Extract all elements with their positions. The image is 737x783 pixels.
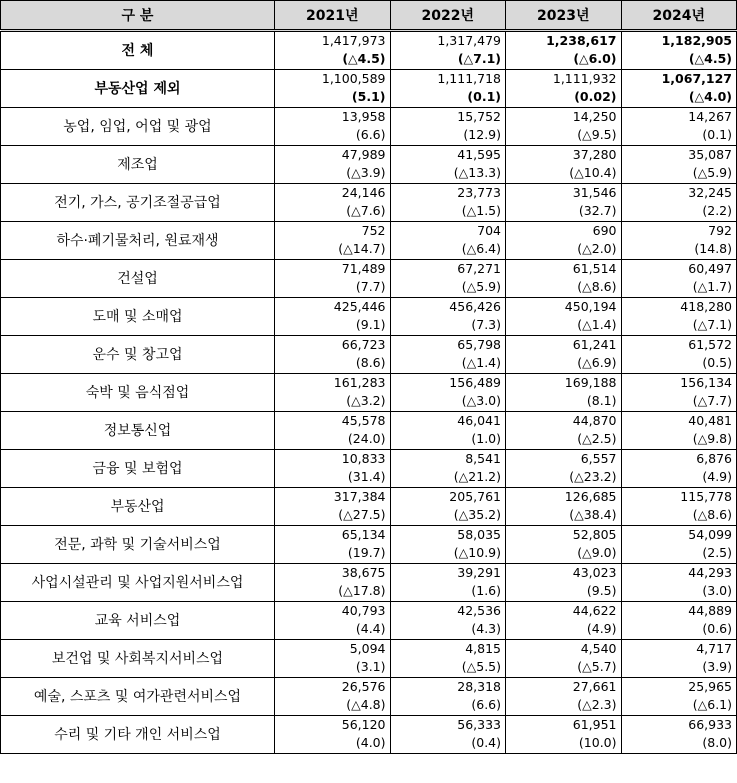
value-cell: 6,557 (506, 449, 622, 468)
value-cell: 38,675 (275, 563, 391, 582)
value-cell: 24,146 (275, 183, 391, 202)
value-cell: 425,446 (275, 297, 391, 316)
table-row (1, 297, 737, 316)
change-cell: (△2.5) (506, 430, 622, 449)
row-label: 제조업 (1, 145, 275, 183)
change-cell: (3.9) (621, 658, 737, 677)
value-cell: 1,182,905 (621, 31, 737, 51)
table-row (1, 221, 737, 240)
value-cell: 45,578 (275, 411, 391, 430)
row-label: 교육 서비스업 (1, 601, 275, 639)
value-cell: 126,685 (506, 487, 622, 506)
change-cell: (△6.4) (390, 240, 506, 259)
header-year: 2021년 (275, 1, 391, 31)
change-cell: (△1.7) (621, 278, 737, 297)
change-cell: (9.1) (275, 316, 391, 335)
value-cell: 14,267 (621, 107, 737, 126)
value-cell: 1,417,973 (275, 31, 391, 51)
table-row (1, 373, 737, 392)
value-cell: 1,238,617 (506, 31, 622, 51)
change-cell: (△9.8) (621, 430, 737, 449)
value-cell: 61,514 (506, 259, 622, 278)
value-cell: 6,876 (621, 449, 737, 468)
change-cell: (8.1) (506, 392, 622, 411)
value-cell: 37,280 (506, 145, 622, 164)
value-cell: 8,541 (390, 449, 506, 468)
value-cell: 66,723 (275, 335, 391, 354)
value-cell: 40,793 (275, 601, 391, 620)
value-cell: 46,041 (390, 411, 506, 430)
change-cell: (31.4) (275, 468, 391, 487)
table-row (1, 525, 737, 544)
change-cell: (0.5) (621, 354, 737, 373)
value-cell: 47,989 (275, 145, 391, 164)
change-cell: (4.0) (275, 734, 391, 753)
value-cell: 35,087 (621, 145, 737, 164)
value-cell: 65,798 (390, 335, 506, 354)
table-row (1, 563, 737, 582)
value-cell: 44,870 (506, 411, 622, 430)
change-cell: (3.0) (621, 582, 737, 601)
value-cell: 40,481 (621, 411, 737, 430)
change-cell: (8.0) (621, 734, 737, 753)
change-cell: (7.7) (275, 278, 391, 297)
value-cell: 61,572 (621, 335, 737, 354)
change-cell: (0.1) (390, 88, 506, 107)
row-label: 정보통신업 (1, 411, 275, 449)
value-cell: 1,067,127 (621, 69, 737, 88)
row-label: 운수 및 창고업 (1, 335, 275, 373)
value-cell: 5,094 (275, 639, 391, 658)
value-cell: 169,188 (506, 373, 622, 392)
value-cell: 26,576 (275, 677, 391, 696)
value-cell: 14,250 (506, 107, 622, 126)
change-cell: (10.0) (506, 734, 622, 753)
change-cell: (6.6) (390, 696, 506, 715)
change-cell: (7.3) (390, 316, 506, 335)
change-cell: (0.4) (390, 734, 506, 753)
change-cell: (3.1) (275, 658, 391, 677)
table-body (1, 31, 737, 754)
change-cell: (△4.5) (621, 50, 737, 69)
change-cell: (△10.9) (390, 544, 506, 563)
change-cell: (2.2) (621, 202, 737, 221)
row-label: 보건업 및 사회복지서비스업 (1, 639, 275, 677)
row-label: 전기, 가스, 공기조절공급업 (1, 183, 275, 221)
value-cell: 54,099 (621, 525, 737, 544)
value-cell: 66,933 (621, 715, 737, 734)
value-cell: 1,111,718 (390, 69, 506, 88)
change-cell: (△2.0) (506, 240, 622, 259)
value-cell: 4,815 (390, 639, 506, 658)
row-label: 도매 및 소매업 (1, 297, 275, 335)
change-cell: (△17.8) (275, 582, 391, 601)
value-cell: 205,761 (390, 487, 506, 506)
change-cell: (△2.3) (506, 696, 622, 715)
value-cell: 115,778 (621, 487, 737, 506)
row-label: 예술, 스포츠 및 여가관련서비스업 (1, 677, 275, 715)
value-cell: 61,241 (506, 335, 622, 354)
change-cell: (△27.5) (275, 506, 391, 525)
value-cell: 161,283 (275, 373, 391, 392)
table-row (1, 601, 737, 620)
value-cell: 56,333 (390, 715, 506, 734)
change-cell: (△6.0) (506, 50, 622, 69)
value-cell: 1,111,932 (506, 69, 622, 88)
table-row (1, 677, 737, 696)
change-cell: (4.9) (621, 468, 737, 487)
value-cell: 752 (275, 221, 391, 240)
table-row (1, 449, 737, 468)
value-cell: 1,317,479 (390, 31, 506, 51)
change-cell: (△9.5) (506, 126, 622, 145)
value-cell: 41,595 (390, 145, 506, 164)
change-cell: (△4.5) (275, 50, 391, 69)
change-cell: (2.5) (621, 544, 737, 563)
row-label: 농업, 임업, 어업 및 광업 (1, 107, 275, 145)
change-cell: (△1.5) (390, 202, 506, 221)
change-cell: (△5.5) (390, 658, 506, 677)
change-cell: (△10.4) (506, 164, 622, 183)
value-cell: 25,965 (621, 677, 737, 696)
value-cell: 4,540 (506, 639, 622, 658)
table-row (1, 31, 737, 51)
value-cell: 43,023 (506, 563, 622, 582)
value-cell: 71,489 (275, 259, 391, 278)
change-cell: (△3.9) (275, 164, 391, 183)
change-cell: (△6.1) (621, 696, 737, 715)
value-cell: 39,291 (390, 563, 506, 582)
value-cell: 27,661 (506, 677, 622, 696)
row-label: 숙박 및 음식점업 (1, 373, 275, 411)
change-cell: (△7.6) (275, 202, 391, 221)
value-cell: 450,194 (506, 297, 622, 316)
value-cell: 156,489 (390, 373, 506, 392)
row-label: 전문, 과학 및 기술서비스업 (1, 525, 275, 563)
header-year: 2024년 (621, 1, 737, 31)
change-cell: (△14.7) (275, 240, 391, 259)
value-cell: 1,100,589 (275, 69, 391, 88)
value-cell: 44,293 (621, 563, 737, 582)
value-cell: 418,280 (621, 297, 737, 316)
row-label: 수리 및 기타 개인 서비스업 (1, 715, 275, 753)
value-cell: 58,035 (390, 525, 506, 544)
change-cell: (14.8) (621, 240, 737, 259)
change-cell: (△1.4) (390, 354, 506, 373)
row-label: 부동산업 (1, 487, 275, 525)
change-cell: (△21.2) (390, 468, 506, 487)
change-cell: (△9.0) (506, 544, 622, 563)
value-cell: 44,889 (621, 601, 737, 620)
change-cell: (32.7) (506, 202, 622, 221)
value-cell: 15,752 (390, 107, 506, 126)
change-cell: (4.4) (275, 620, 391, 639)
table-row (1, 487, 737, 506)
value-cell: 42,536 (390, 601, 506, 620)
change-cell: (1.6) (390, 582, 506, 601)
value-cell: 28,318 (390, 677, 506, 696)
row-label: 금융 및 보험업 (1, 449, 275, 487)
change-cell: (6.6) (275, 126, 391, 145)
change-cell: (△5.9) (621, 164, 737, 183)
row-label: 전 체 (1, 31, 275, 70)
table-row (1, 107, 737, 126)
header-category: 구 분 (1, 1, 275, 31)
change-cell: (△5.9) (390, 278, 506, 297)
value-cell: 61,951 (506, 715, 622, 734)
change-cell: (△4.8) (275, 696, 391, 715)
change-cell: (0.02) (506, 88, 622, 107)
value-cell: 65,134 (275, 525, 391, 544)
change-cell: (5.1) (275, 88, 391, 107)
table-row (1, 259, 737, 278)
change-cell: (△7.7) (621, 392, 737, 411)
change-cell: (0.1) (621, 126, 737, 145)
row-label: 부동산업 제외 (1, 69, 275, 107)
value-cell: 56,120 (275, 715, 391, 734)
value-cell: 156,134 (621, 373, 737, 392)
value-cell: 4,717 (621, 639, 737, 658)
value-cell: 10,833 (275, 449, 391, 468)
table-row (1, 639, 737, 658)
value-cell: 67,271 (390, 259, 506, 278)
header-year: 2022년 (390, 1, 506, 31)
change-cell: (△8.6) (621, 506, 737, 525)
change-cell: (24.0) (275, 430, 391, 449)
change-cell: (8.6) (275, 354, 391, 373)
value-cell: 32,245 (621, 183, 737, 202)
table-row (1, 335, 737, 354)
change-cell: (4.3) (390, 620, 506, 639)
change-cell: (4.9) (506, 620, 622, 639)
change-cell: (△7.1) (621, 316, 737, 335)
change-cell: (△13.3) (390, 164, 506, 183)
change-cell: (1.0) (390, 430, 506, 449)
value-cell: 792 (621, 221, 737, 240)
change-cell: (△8.6) (506, 278, 622, 297)
value-cell: 52,805 (506, 525, 622, 544)
change-cell: (19.7) (275, 544, 391, 563)
header-row (1, 1, 737, 31)
change-cell: (△4.0) (621, 88, 737, 107)
change-cell: (△7.1) (390, 50, 506, 69)
change-cell: (0.6) (621, 620, 737, 639)
value-cell: 23,773 (390, 183, 506, 202)
change-cell: (△23.2) (506, 468, 622, 487)
change-cell: (△1.4) (506, 316, 622, 335)
header-year: 2023년 (506, 1, 622, 31)
table-row (1, 145, 737, 164)
value-cell: 704 (390, 221, 506, 240)
change-cell: (△3.2) (275, 392, 391, 411)
value-cell: 317,384 (275, 487, 391, 506)
change-cell: (△6.9) (506, 354, 622, 373)
change-cell: (△35.2) (390, 506, 506, 525)
change-cell: (12.9) (390, 126, 506, 145)
value-cell: 13,958 (275, 107, 391, 126)
value-cell: 44,622 (506, 601, 622, 620)
table-row (1, 183, 737, 202)
row-label: 사업시설관리 및 사업지원서비스업 (1, 563, 275, 601)
table-row (1, 715, 737, 734)
value-cell: 690 (506, 221, 622, 240)
row-label: 건설업 (1, 259, 275, 297)
row-label: 하수·폐기물처리, 원료재생 (1, 221, 275, 259)
table-row (1, 411, 737, 430)
value-cell: 60,497 (621, 259, 737, 278)
value-cell: 456,426 (390, 297, 506, 316)
table-row (1, 69, 737, 88)
change-cell: (△5.7) (506, 658, 622, 677)
change-cell: (△3.0) (390, 392, 506, 411)
value-cell: 31,546 (506, 183, 622, 202)
change-cell: (△38.4) (506, 506, 622, 525)
change-cell: (9.5) (506, 582, 622, 601)
